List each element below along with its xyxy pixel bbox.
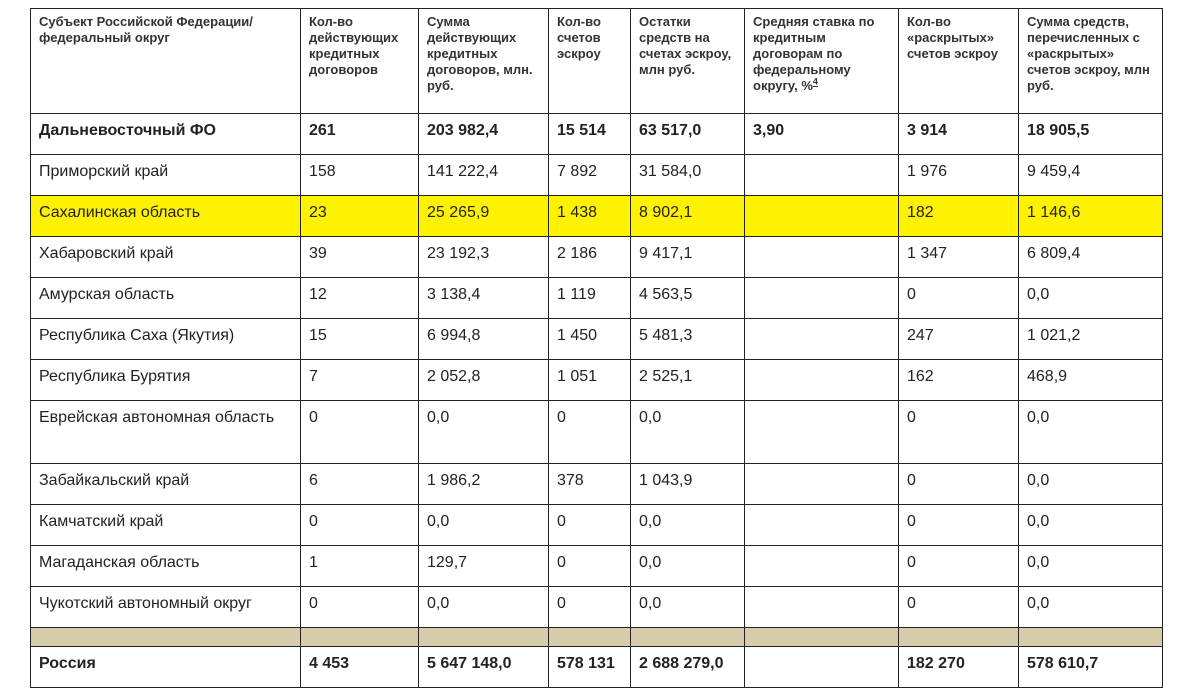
value-cell: 1 xyxy=(301,546,419,587)
region-name-cell: Россия xyxy=(31,647,301,688)
separator-row xyxy=(31,628,1163,647)
region-row xyxy=(31,464,1163,505)
separator-cell xyxy=(301,628,419,647)
value-cell xyxy=(745,546,899,587)
value-cell: 1 347 xyxy=(899,237,1019,278)
value-cell: 1 976 xyxy=(899,155,1019,196)
value-cell: 15 xyxy=(301,319,419,360)
column-header-label: Кол-во «раскрытых» счетов эскроу xyxy=(907,14,998,61)
value-cell: 0,0 xyxy=(1019,278,1163,319)
value-cell: 7 xyxy=(301,360,419,401)
value-cell: 25 265,9 xyxy=(419,196,549,237)
value-cell: 0 xyxy=(301,587,419,628)
value-cell: 247 xyxy=(899,319,1019,360)
value-cell: 158 xyxy=(301,155,419,196)
value-cell: 6 994,8 xyxy=(419,319,549,360)
value-cell: 1 043,9 xyxy=(631,464,745,505)
value-cell: 18 905,5 xyxy=(1019,114,1163,155)
escrow-table-container xyxy=(30,8,1162,688)
value-cell: 12 xyxy=(301,278,419,319)
column-header-label: Кол-во счетов эскроу xyxy=(557,14,601,61)
value-cell: 6 xyxy=(301,464,419,505)
russia-total-row xyxy=(31,647,1163,688)
escrow-data-table xyxy=(30,8,1163,688)
value-cell: 39 xyxy=(301,237,419,278)
column-header xyxy=(301,9,419,114)
column-header-label: Остатки средств на счетах эскроу, млн руб. xyxy=(639,14,732,77)
value-cell: 7 892 xyxy=(549,155,631,196)
value-cell: 578 131 xyxy=(549,647,631,688)
value-cell: 0,0 xyxy=(1019,401,1163,464)
value-cell: 2 052,8 xyxy=(419,360,549,401)
region-row xyxy=(31,278,1163,319)
region-row xyxy=(31,196,1163,237)
separator-cell xyxy=(1019,628,1163,647)
value-cell: 1 450 xyxy=(549,319,631,360)
value-cell: 578 610,7 xyxy=(1019,647,1163,688)
region-row xyxy=(31,360,1163,401)
value-cell xyxy=(745,587,899,628)
value-cell xyxy=(745,360,899,401)
value-cell: 182 xyxy=(899,196,1019,237)
column-header-label: Субъект Российской Федерации/федеральный округ xyxy=(39,14,253,45)
region-name-cell: Камчатский край xyxy=(31,505,301,546)
footnote-mark: 4 xyxy=(812,76,818,87)
value-cell: 1 986,2 xyxy=(419,464,549,505)
value-cell: 141 222,4 xyxy=(419,155,549,196)
separator-cell xyxy=(419,628,549,647)
value-cell: 0,0 xyxy=(1019,505,1163,546)
value-cell xyxy=(745,464,899,505)
value-cell: 0 xyxy=(549,505,631,546)
value-cell xyxy=(745,401,899,464)
column-header xyxy=(549,9,631,114)
value-cell: 0 xyxy=(549,587,631,628)
value-cell: 0,0 xyxy=(1019,464,1163,505)
value-cell: 4 563,5 xyxy=(631,278,745,319)
value-cell: 162 xyxy=(899,360,1019,401)
value-cell: 182 270 xyxy=(899,647,1019,688)
value-cell xyxy=(745,278,899,319)
value-cell: 0,0 xyxy=(1019,546,1163,587)
value-cell: 203 982,4 xyxy=(419,114,549,155)
region-name-cell: Республика Саха (Якутия) xyxy=(31,319,301,360)
region-name-cell: Хабаровский край xyxy=(31,237,301,278)
column-header xyxy=(631,9,745,114)
value-cell: 0,0 xyxy=(631,587,745,628)
value-cell xyxy=(745,155,899,196)
value-cell: 6 809,4 xyxy=(1019,237,1163,278)
value-cell: 0 xyxy=(301,505,419,546)
value-cell: 1 438 xyxy=(549,196,631,237)
region-row xyxy=(31,155,1163,196)
value-cell: 0 xyxy=(899,505,1019,546)
region-name-cell: Еврейская автономная область xyxy=(31,401,301,464)
column-header-label: Сумма средств, перечисленных с «раскрытых» счетов эскроу, млн руб. xyxy=(1027,14,1150,93)
region-name-cell: Республика Бурятия xyxy=(31,360,301,401)
region-name-cell: Дальневосточный ФО xyxy=(31,114,301,155)
value-cell: 0,0 xyxy=(631,546,745,587)
value-cell: 1 146,6 xyxy=(1019,196,1163,237)
header-row xyxy=(31,9,1163,114)
region-name-cell: Магаданская область xyxy=(31,546,301,587)
value-cell xyxy=(745,196,899,237)
region-row xyxy=(31,319,1163,360)
value-cell: 0,0 xyxy=(419,505,549,546)
region-name-cell: Забайкальский край xyxy=(31,464,301,505)
region-row xyxy=(31,401,1163,464)
value-cell: 8 902,1 xyxy=(631,196,745,237)
table-body xyxy=(31,114,1163,688)
value-cell: 0,0 xyxy=(1019,587,1163,628)
value-cell: 15 514 xyxy=(549,114,631,155)
value-cell: 5 647 148,0 xyxy=(419,647,549,688)
value-cell: 9 417,1 xyxy=(631,237,745,278)
value-cell: 4 453 xyxy=(301,647,419,688)
column-header xyxy=(1019,9,1163,114)
value-cell: 3 138,4 xyxy=(419,278,549,319)
value-cell xyxy=(745,237,899,278)
separator-cell xyxy=(745,628,899,647)
value-cell: 0 xyxy=(301,401,419,464)
region-name-cell: Амурская область xyxy=(31,278,301,319)
value-cell: 23 xyxy=(301,196,419,237)
separator-cell xyxy=(899,628,1019,647)
separator-cell xyxy=(31,628,301,647)
column-header xyxy=(899,9,1019,114)
value-cell: 2 688 279,0 xyxy=(631,647,745,688)
value-cell: 0 xyxy=(899,587,1019,628)
region-row xyxy=(31,546,1163,587)
value-cell: 0,0 xyxy=(631,505,745,546)
district-total-row xyxy=(31,114,1163,155)
value-cell: 2 525,1 xyxy=(631,360,745,401)
value-cell: 0 xyxy=(899,401,1019,464)
value-cell: 0,0 xyxy=(419,401,549,464)
value-cell: 378 xyxy=(549,464,631,505)
region-name-cell: Чукотский автономный округ xyxy=(31,587,301,628)
value-cell: 0 xyxy=(549,401,631,464)
value-cell: 1 051 xyxy=(549,360,631,401)
value-cell: 0 xyxy=(899,464,1019,505)
region-row xyxy=(31,237,1163,278)
column-header-label: Сумма действующих кредитных договоров, млн. руб. xyxy=(427,14,533,93)
value-cell: 63 517,0 xyxy=(631,114,745,155)
region-name-cell: Сахалинская область xyxy=(31,196,301,237)
separator-cell xyxy=(549,628,631,647)
value-cell: 2 186 xyxy=(549,237,631,278)
value-cell: 1 119 xyxy=(549,278,631,319)
value-cell: 261 xyxy=(301,114,419,155)
value-cell: 31 584,0 xyxy=(631,155,745,196)
table-header xyxy=(31,9,1163,114)
value-cell: 23 192,3 xyxy=(419,237,549,278)
value-cell: 0,0 xyxy=(631,401,745,464)
column-header-label: Средняя ставка по кредитным договорам по федеральному округу, % xyxy=(753,14,875,93)
value-cell: 0 xyxy=(549,546,631,587)
region-row xyxy=(31,505,1163,546)
separator-cell xyxy=(631,628,745,647)
value-cell: 129,7 xyxy=(419,546,549,587)
value-cell: 468,9 xyxy=(1019,360,1163,401)
column-header-label: Кол-во действующих кредитных договоров xyxy=(309,14,399,77)
value-cell xyxy=(745,647,899,688)
value-cell: 9 459,4 xyxy=(1019,155,1163,196)
column-header xyxy=(745,9,899,114)
value-cell: 1 021,2 xyxy=(1019,319,1163,360)
region-row xyxy=(31,587,1163,628)
value-cell: 0 xyxy=(899,278,1019,319)
column-header xyxy=(419,9,549,114)
value-cell: 0 xyxy=(899,546,1019,587)
value-cell: 5 481,3 xyxy=(631,319,745,360)
column-header xyxy=(31,9,301,114)
value-cell xyxy=(745,505,899,546)
region-name-cell: Приморский край xyxy=(31,155,301,196)
value-cell xyxy=(745,319,899,360)
value-cell: 3,90 xyxy=(745,114,899,155)
value-cell: 3 914 xyxy=(899,114,1019,155)
value-cell: 0,0 xyxy=(419,587,549,628)
